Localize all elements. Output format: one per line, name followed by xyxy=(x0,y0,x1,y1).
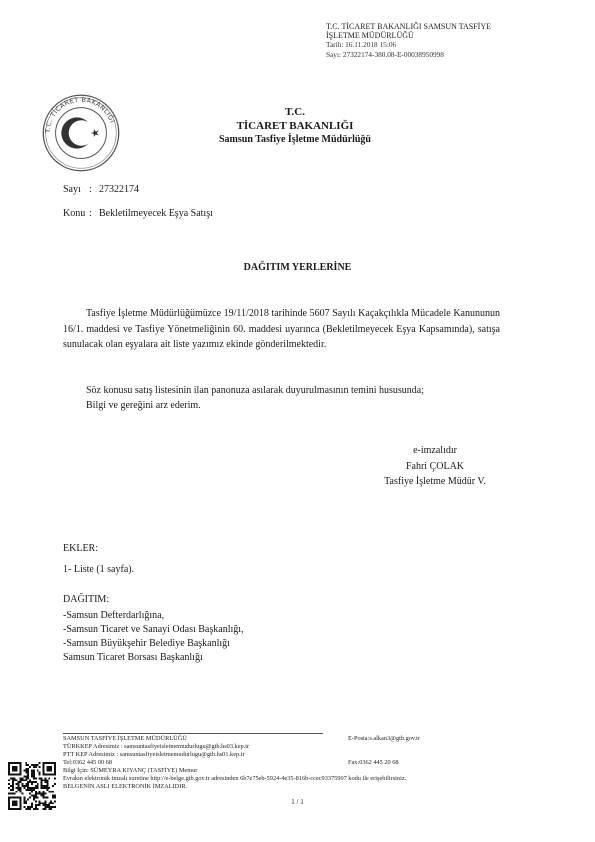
addressee-title: DAĞITIM YERLERİNE xyxy=(243,262,352,273)
footer-kep-2: PTT KEP Adresimiz : samsuntasfiyeisletmemudurlugu@gtb.hs01.kep.tr xyxy=(63,751,245,758)
stamp-line-2: İŞLETME MÜDÜRLÜĞÜ xyxy=(326,31,414,41)
distribution-item: -Samsun Büyükşehir Belediye Başkanlığı xyxy=(63,638,230,649)
body-paragraph-2-wrap xyxy=(63,383,500,399)
distribution-item: -Samsun Defterdarlığına, xyxy=(63,610,165,621)
footer-row-1 xyxy=(63,735,523,743)
footer-row-tel xyxy=(63,759,523,767)
document-stamp xyxy=(326,22,491,59)
stamp-line-1: T.C. TİCARET BAKANLIĞI SAMSUN TASFİYE xyxy=(326,22,491,31)
signature-name: Fahri ÇOLAK xyxy=(405,460,465,472)
page-number: 1 / 1 xyxy=(291,798,304,806)
signature-title: Tasfiye İşletme Müdür V. xyxy=(384,476,486,487)
meta-sayi xyxy=(63,184,139,195)
letterhead-ministry: TİCARET BAKANLIĞI xyxy=(236,120,354,132)
distribution xyxy=(63,593,244,665)
distribution-item: -Samsun Ticaret ve Sanayi Odası Başkanlığı, xyxy=(63,624,244,635)
footer-fax: Fax:0362 445 20 68 xyxy=(348,759,399,766)
footer-email: E-Posta:s.alkan3@gtb.gov.tr xyxy=(348,735,421,742)
konu-value: Bekletilmeyecek Eşya Satışı xyxy=(99,208,213,219)
crescent-star-seal-icon xyxy=(40,92,122,174)
letterhead-country: T.C. xyxy=(285,106,305,118)
body-paragraph-1: Tasfiye İşletme Müdürlüğümüzce 19/11/2018 tarihinde 5607 Sayılı Kaçakçılıkla Mücadele Kanununun 16/1. maddesi ve Tasfiye Yönetmeliğinin 60. maddesi uyarınca (Bekletilmeyecek Eşya Kapsamında), satışa sunulacak olan eşyalara ait liste yazımız ekinde gönderilmektedir. xyxy=(63,308,500,350)
sayi-colon: : xyxy=(89,184,92,195)
body-paragraph-3: Bilgi ve gereğini arz ederim. xyxy=(86,400,201,411)
konu-colon: : xyxy=(89,208,92,219)
stamp-ref: Sayı: 27322174-380.08-E-00038950998 xyxy=(326,49,444,59)
stamp-date: Tarih: 16.11.2018 15:06 xyxy=(326,40,397,50)
signature-eimza: e-imzalıdır xyxy=(413,445,457,456)
footer-org: SAMSUN TASFİYE İŞLETME MÜDÜRLÜĞÜ xyxy=(63,735,187,742)
distribution-item: Samsun Ticaret Borsası Başkanlığı xyxy=(63,652,203,663)
footer-verify: Evrakın elektronik imzalı suretine http://e-belge.gtb.gov.tr adresinden 6b7e75eb-5924-4e35-816b-ccec93375907 kodu ile erişebilirsiniz. xyxy=(63,775,407,782)
attachment-item: 1- Liste (1 sayfa). xyxy=(63,564,135,575)
letter-body xyxy=(63,306,500,353)
konu-label: Konu xyxy=(63,208,86,219)
attachments xyxy=(63,541,134,577)
distribution-heading: DAĞITIM: xyxy=(63,594,110,605)
letterhead xyxy=(150,105,440,147)
signature-block xyxy=(360,443,510,490)
sayi-value: 27322174 xyxy=(99,184,139,195)
sayi-label: Sayı xyxy=(63,184,81,195)
body-paragraph-2: Söz konusu satış listesinin ilan panonuza asılarak duyurulmasının temini hususunda; xyxy=(86,385,425,396)
footer-rule xyxy=(63,733,323,734)
body-paragraph-3-wrap xyxy=(63,398,500,414)
footer-info: Bilgi İçin: SÜMEYRA KIYANÇ (TASFİYE) Memur xyxy=(63,767,198,774)
attachments-heading: EKLER: xyxy=(63,543,98,554)
meta-konu xyxy=(63,208,213,219)
footer-tel: Tel:0362 445 00 68 xyxy=(63,759,113,766)
logo-ring-text: T.C. TİCARET BAKANLIĞI xyxy=(43,95,117,134)
footer xyxy=(63,733,523,791)
letterhead-unit: Samsun Tasfiye İşletme Müdürlüğü xyxy=(219,134,371,145)
footer-kep-1: TÜRKKEP Adresimiz : samsuntasfiyeisletmemudurlugu@gtb.hs03.kep.tr xyxy=(63,743,250,750)
footer-certified: BELGENİN ASLI ELEKTRONİK İMZALIDIR. xyxy=(63,783,188,790)
